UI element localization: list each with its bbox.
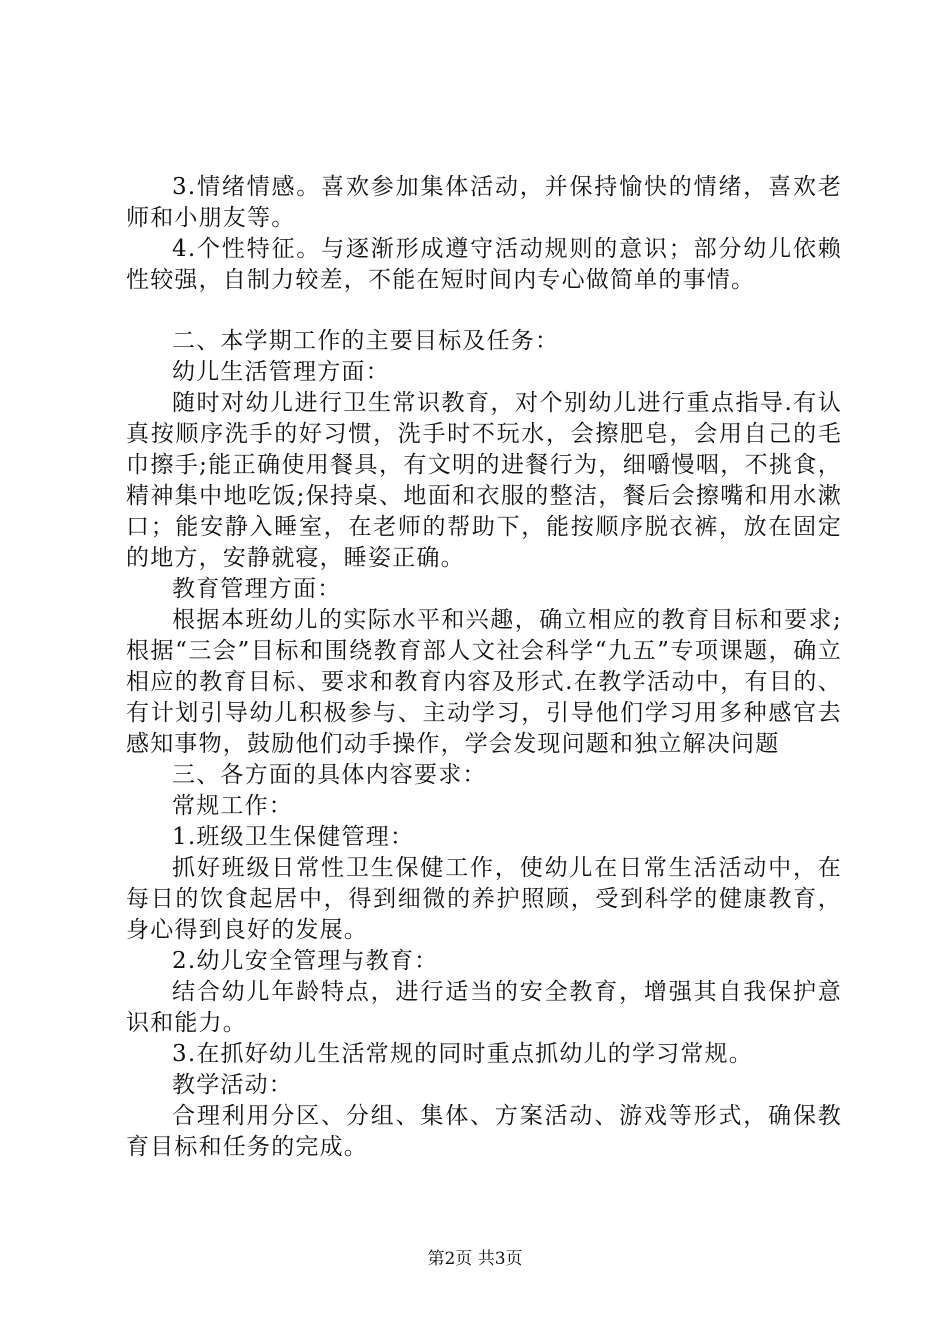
paragraph-learning-routine: 3.在抓好幼儿生活常规的同时重点抓幼儿的学习常规。 [172, 1041, 753, 1067]
paragraph-emotion: 3.情绪情感。喜欢参加集体活动，并保持愉快的情绪，喜欢老师和小朋友等。 [126, 174, 842, 231]
page-footer: 第2页 共3页 [427, 1249, 523, 1269]
subheading-teaching: 教学活动： [172, 1072, 293, 1098]
heading-requirements: 三、各方面的具体内容要求： [172, 762, 487, 788]
subheading-safety: 2.幼儿安全管理与教育： [172, 948, 439, 974]
subheading-education-management: 教育管理方面： [172, 576, 342, 602]
paragraph-health-care: 抓好班级日常性卫生保健工作，使幼儿在日常生活活动中，在每日的饮食起居中，得到细微的养护照顾，受到科学的健康教育，身心得到良好的发展。 [126, 855, 842, 943]
subheading-health-care: 1.班级卫生保健管理： [172, 824, 415, 850]
paragraph-gap [126, 296, 842, 326]
subheading-life-management: 幼儿生活管理方面： [172, 359, 390, 385]
subheading-routine-work: 常规工作： [172, 793, 293, 819]
document-body [126, 172, 842, 1163]
heading-goals: 二、本学期工作的主要目标及任务： [172, 328, 560, 354]
paragraph-teaching: 合理利用分区、分组、集体、方案活动、游戏等形式，确保教育目标和任务的完成。 [126, 1103, 842, 1160]
paragraph-personality: 4.个性特征。与逐渐形成遵守活动规则的意识；部分幼儿依赖性较强，自制力较差，不能在短时间内专心做简单的事情。 [126, 236, 842, 293]
paragraph-education-management: 根据本班幼儿的实际水平和兴趣，确立相应的教育目标和要求;根据“三会”目标和围绕教育部人文社会科学“九五”专项课题，确立相应的教育目标、要求和教育内容及形式.在教学活动中，有目的、有计划引导幼儿积极参与、主动学习，引导他们学习用多种感官去感知事物，鼓励他们动手操作，学会发现问题和独立解决问题 [126, 607, 842, 757]
paragraph-safety: 结合幼儿年龄特点，进行适当的安全教育，增强其自我保护意识和能力。 [126, 979, 842, 1036]
paragraph-life-management: 随时对幼儿进行卫生常识教育，对个别幼儿进行重点指导.有认真按顺序洗手的好习惯，洗手时不玩水，会擦肥皂，会用自己的毛巾擦手;能正确使用餐具，有文明的进餐行为，细嚼慢咽，不挑食，精神集中地吃饭;保持桌、地面和衣服的整洁，餐后会擦嘴和用水漱口；能安静入睡室，在老师的帮助下，能按顺序脱衣裤，放在固定的地方，安静就寝，睡姿正确。 [126, 390, 842, 571]
